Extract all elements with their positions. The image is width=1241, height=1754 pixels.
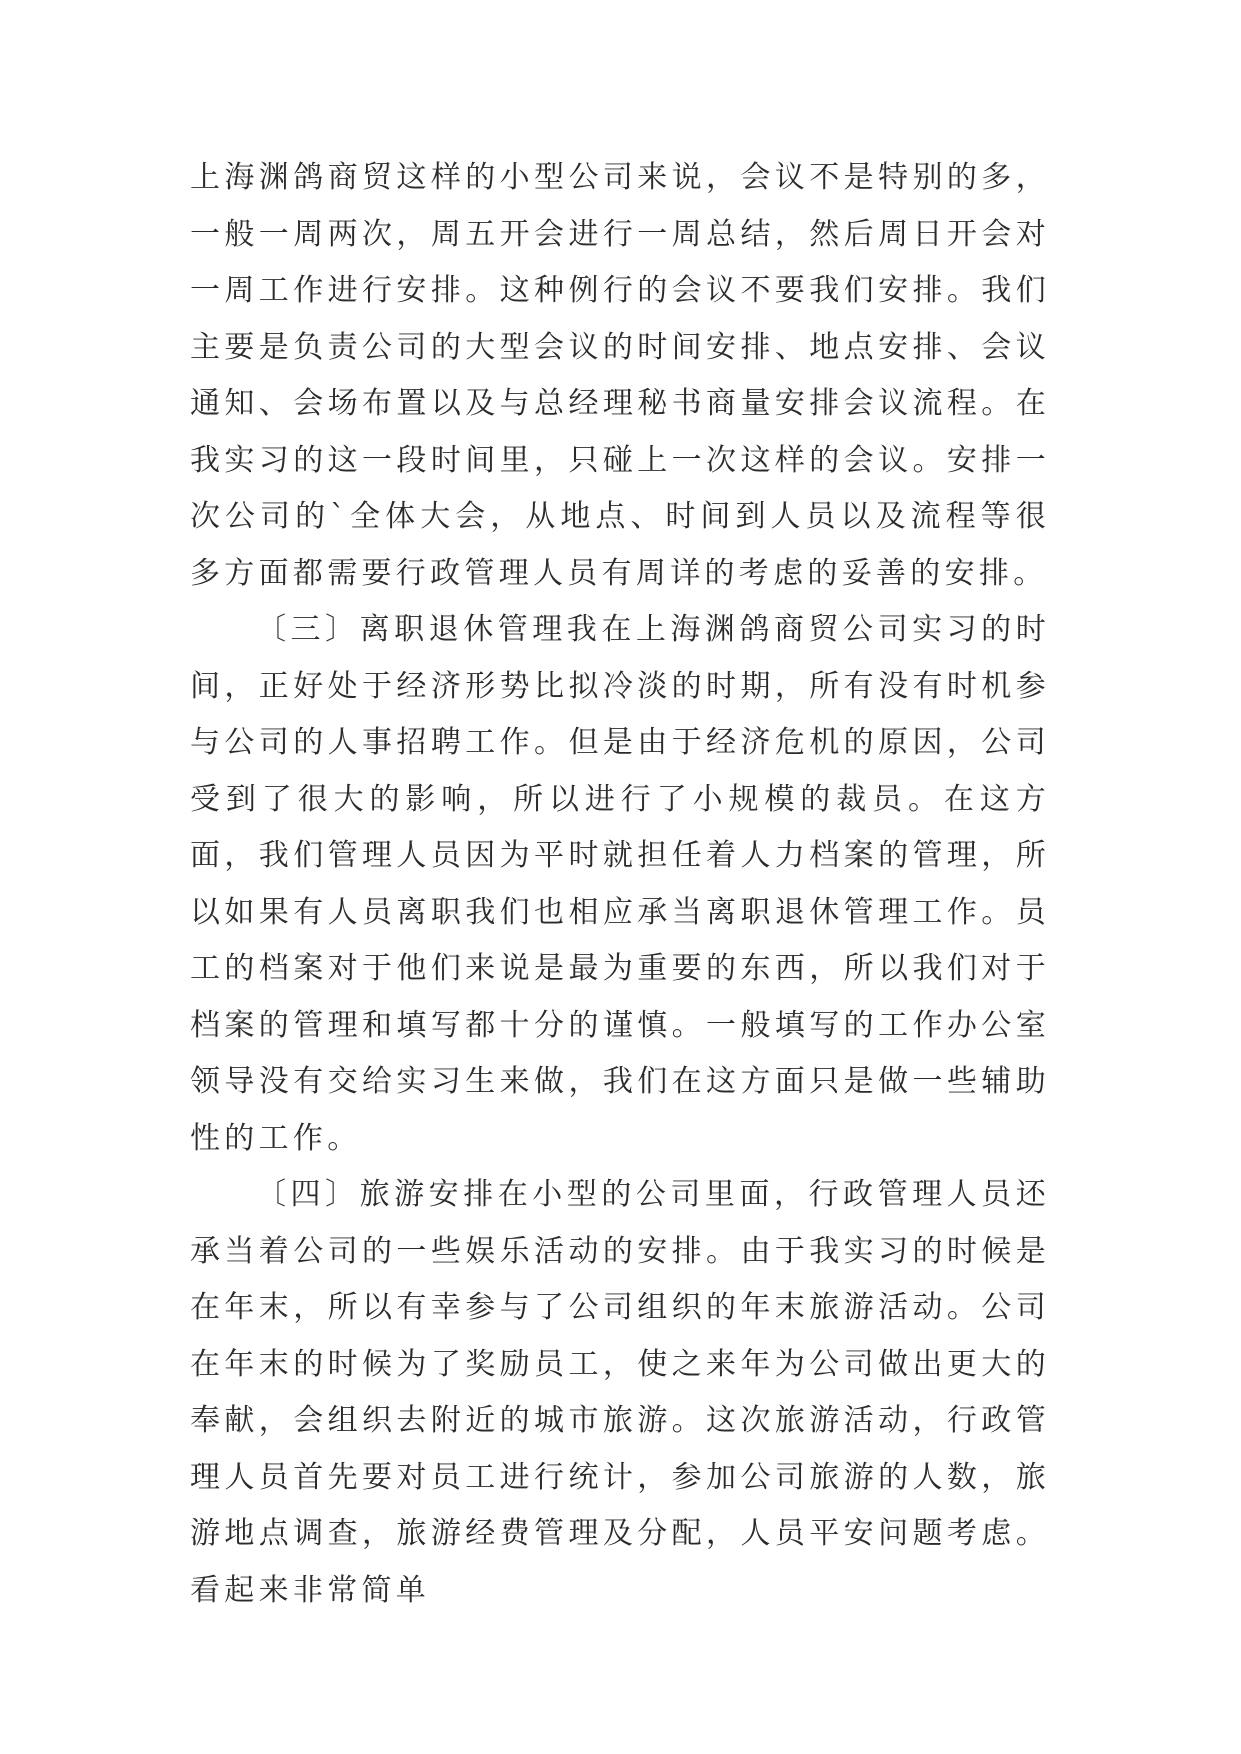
paragraph-travel-arrangement: 〔四〕旅游安排在小型的公司里面，行政管理人员还承当着公司的一些娱乐活动的安排。由于我实习的时候是在年末，所以有幸参与了公司组织的年末旅游活动。公司在年末的时候为了奖励员工，使之来年为公司做出更大的奉献，会组织去附近的城市旅游。这次旅游活动，行政管理人员首先要对员工进行统计，参加公司旅游的人数，旅游地点调查，旅游经费管理及分配，人员平安问题考虑。看起来非常简单	[190, 1177, 1050, 1608]
paragraph-meeting-arrangement: 上海渊鸽商贸这样的小型公司来说，会议不是特别的多，一般一周两次，周五开会进行一周总结，然后周日开会对一周工作进行安排。这种例行的会议不要我们安排。我们主要是负责公司的大型会议的时间安排、地点安排、会议通知、会场布置以及与总经理秘书商量安排会议流程。在我实习的这一段时间里，只碰上一次这样的会议。安排一次公司的`全体大会，从地点、时间到人员以及流程等很多方面都需要行政管理人员有周详的考虑的妥善的安排。	[190, 160, 1050, 591]
paragraph-resignation-retirement: 〔三〕离职退休管理我在上海渊鸽商贸公司实习的时间，正好处于经济形势比拟冷淡的时期，所有没有时机参与公司的人事招聘工作。但是由于经济危机的原因，公司受到了很大的影响，所以进行了小规模的裁员。在这方面，我们管理人员因为平时就担任着人力档案的管理，所以如果有人员离职我们也相应承当离职退休管理工作。员工的档案对于他们来说是最为重要的东西，所以我们对于档案的管理和填写都十分的谨慎。一般填写的工作办公室领导没有交给实习生来做，我们在这方面只是做一些辅助性的工作。	[190, 612, 1050, 1156]
document-body	[190, 150, 1050, 1619]
